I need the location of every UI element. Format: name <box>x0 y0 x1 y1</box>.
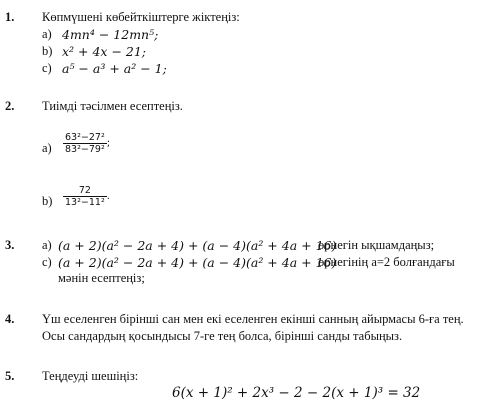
problem-2-item-a-fraction <box>63 132 110 155</box>
problem-1-item-a-expr: 4mn⁴ − 12mn⁵; <box>62 27 159 42</box>
fraction-separator: . <box>106 191 110 202</box>
problem-2-title: Тиімді тәсілмен есептеңіз. <box>42 99 183 113</box>
problem-2-item-a-label: a) <box>42 141 52 155</box>
problem-3-item-a-expr: (a + 2)(a² − 2a + 4) + (a − 4)(a² + 4a + 16) <box>58 238 337 253</box>
problem-4-number: 4. <box>5 312 15 326</box>
fraction-denominator: 13²−11² <box>65 197 105 208</box>
problem-2-number: 2. <box>5 99 15 113</box>
problem-3-item-a-text: өрнегін ықшамдаңыз; <box>318 238 435 252</box>
fraction <box>63 132 107 155</box>
problem-3-number: 3. <box>5 238 15 252</box>
problem-2-item-b-label: b) <box>42 194 53 208</box>
problem-5-title: Теңдеуді шешіңіз: <box>42 369 139 383</box>
problem-3-item-c-expr: (a + 2)(a² − 2a + 4) + (a − 4)(a² + 4a + 16) <box>58 255 337 270</box>
problem-1-item-b-expr: x² + 4x − 21; <box>62 44 147 59</box>
problem-3-item-c-text: өрнегінің a=2 болғандағы <box>318 255 455 269</box>
problem-1-number: 1. <box>5 10 15 24</box>
problem-5-equation: 6(x + 1)² + 2x³ − 2 − 2(x + 1)³ = 32 <box>172 385 421 401</box>
problem-4-line-1: Үш еселенген бірінші сан мен екі еселенген екінші санның айырмасы 6-ға тең. <box>42 312 464 326</box>
fraction-separator: ; <box>106 138 111 149</box>
fraction-denominator: 83²−79² <box>65 144 105 155</box>
problem-1-item-c-label: c) <box>42 61 52 75</box>
problem-3-item-c-label: c) <box>42 255 52 269</box>
problem-3-item-a-label: a) <box>42 238 52 252</box>
problem-1-item-b-label: b) <box>42 44 53 58</box>
problem-1-item-c-expr: a⁵ − a³ + a² − 1; <box>62 61 167 76</box>
fraction-numerator: 72 <box>63 185 107 197</box>
problem-1-item-a-label: a) <box>42 27 52 41</box>
problem-5-number: 5. <box>5 369 15 383</box>
problem-2-item-b-fraction <box>63 185 110 208</box>
fraction-numerator: 63²−27² <box>65 132 105 143</box>
problem-4-line-2: Осы сандардың қосындысы 7-ге тең болса, бірінші санды табыңыз. <box>42 329 403 343</box>
problem-3-item-c-text-continued: мәнін есептеңіз; <box>58 271 145 285</box>
problem-1-title: Көпмүшені көбейткіштерге жіктеңіз: <box>42 10 240 24</box>
fraction <box>63 185 107 208</box>
